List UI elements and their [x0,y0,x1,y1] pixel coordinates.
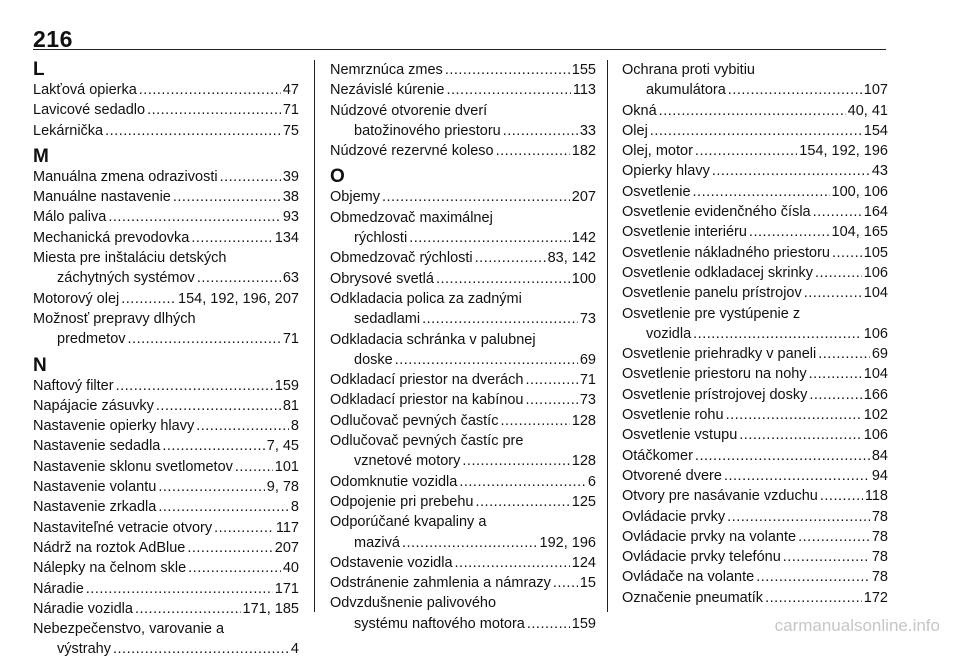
entry-term: Osvetlenie odkladacej skrinky [622,264,814,281]
dot-leader [220,167,281,187]
entry-term: Odkladací priestor na dverách [330,372,524,389]
index-entry [622,385,888,405]
dot-leader [727,507,870,527]
index-entry [330,60,596,80]
entry-term: Naftový filter [33,377,114,394]
entry-page-ref: 7, 45 [266,438,299,455]
entry-page-ref: 155 [571,62,596,78]
dot-leader [712,161,870,181]
entry-term: Otáčkomer [622,447,693,464]
dot-leader [436,269,570,289]
entry-page-ref: 102 [863,407,888,424]
entry-term: Napájacie zásuvky [33,397,154,414]
index-column-3 [622,60,888,608]
index-entry [622,507,888,527]
dot-leader [503,121,578,141]
entry-page-ref: 69 [579,351,596,368]
entry-term: Osvetlenie [622,183,691,200]
watermark: carmanualsonline.info [774,616,940,635]
dot-leader [728,80,862,100]
dot-leader [128,329,281,349]
index-entry [622,446,888,466]
entry-page-ref: 134 [274,229,299,246]
entry-term: Odporúčané kvapaliny a [330,514,487,531]
entry-term-continued: batožinového priestoru [354,122,501,139]
entry-term: Nemrznúca zmes [330,62,443,78]
dot-leader [445,60,570,80]
entry-page-ref: 83, 142 [547,250,596,267]
entry-term-continued: predmetov [57,331,126,348]
entry-term: Osvetlenie panelu prístrojov [622,285,802,302]
entry-term: Nastavenie zrkadla [33,499,157,516]
entry-term: Osvetlenie rohu [622,407,724,424]
entry-page-ref: 106 [863,325,888,342]
index-entry [33,457,299,477]
entry-term: Osvetlenie priestoru na nohy [622,366,807,383]
entry-term: Ovládacie prvky na volante [622,528,797,545]
entry-term-continued: systému naftového motora [354,615,525,632]
entry-term: Náradie [33,580,84,597]
dot-leader [422,309,578,329]
dot-leader [804,283,862,303]
entry-page-ref: 81 [282,397,299,414]
index-entry [33,376,299,396]
index-entry [622,263,888,283]
index-entry [622,466,888,486]
entry-page-ref: 106 [863,264,888,281]
entry-page-ref: 154 [863,122,888,139]
entry-term: Označenie pneumatík [622,589,764,606]
entry-term: Nastavenie sedadla [33,438,161,455]
entry-term: Osvetlenie nákladného priestoru [622,244,830,261]
entry-page-ref: 125 [571,493,596,510]
dot-leader [475,248,546,268]
index-entry [33,396,299,416]
dot-leader [809,385,861,405]
entry-page-ref: 8 [290,418,299,435]
entry-term: Obrysové svetlá [330,270,434,287]
entry-term: Nastavenie sklonu svetlometov [33,458,233,475]
entry-term: Málo paliva [33,209,107,226]
index-entry [33,436,299,456]
dot-leader [116,376,273,396]
entry-term-continued: akumulátora [646,82,726,99]
entry-term: Odomknutie vozidla [330,473,458,490]
entry-page-ref: 63 [282,270,299,287]
entry-page-ref: 47 [282,82,299,98]
entry-page-ref: 78 [871,508,888,525]
entry-page-ref: 118 [864,488,888,505]
entry-page-ref: 39 [282,168,299,185]
index-entry [330,269,596,289]
index-entry [622,283,888,303]
index-entry [330,208,596,249]
index-entry [330,330,596,371]
entry-page-ref: 171 [274,580,299,597]
entry-term-continued: vozidla [646,325,692,342]
dot-leader [756,567,870,587]
entry-page-ref: 171, 185 [242,600,299,617]
index-entry [33,599,299,619]
entry-term: Odkladacia schránka v palubnej [330,331,536,348]
dot-leader [525,390,577,410]
index-entry [33,518,299,538]
entry-page-ref: 159 [274,377,299,394]
index-entry [622,527,888,547]
index-entry [622,182,888,202]
entry-term: Otvory pre nasávanie vzduchu [622,488,818,505]
dot-leader [809,364,862,384]
index-entry [622,547,888,567]
dot-leader [121,289,176,309]
dot-leader [783,547,870,567]
dot-leader [695,141,797,161]
entry-page-ref: 71 [579,372,596,389]
entry-page-ref: 192, 196 [539,534,596,551]
dot-leader [158,477,264,497]
index-entry [33,538,299,558]
section-letter: O [330,166,345,188]
dot-leader [191,228,272,248]
entry-term: Nastavenie volantu [33,479,157,496]
entry-page-ref: 73 [579,392,596,409]
index-entry [622,222,888,242]
index-entry [33,309,299,350]
index-entry [33,579,299,599]
entry-page-ref: 9, 78 [266,479,299,496]
index-entry [330,553,596,573]
entry-term: Odkladacia polica za zadnými [330,290,522,307]
entry-page-ref: 159 [571,615,596,632]
entry-page-ref: 84 [871,447,888,464]
entry-page-ref: 104 [863,285,888,302]
index-entry [330,431,596,472]
entry-term: Okná [622,102,657,119]
entry-page-ref: 94 [871,467,888,484]
dot-leader [695,446,870,466]
entry-term: Odpojenie pri prebehu [330,493,474,510]
entry-term: Nádrž na roztok AdBlue [33,539,186,556]
dot-leader [726,405,862,425]
entry-page-ref: 73 [579,311,596,328]
entry-term-continued: výstrahy [57,641,111,658]
index-entry [330,370,596,390]
entry-page-ref: 107 [863,82,888,99]
entry-term: Objemy [330,189,380,206]
index-entry [33,121,299,141]
dot-leader [156,396,281,416]
entry-page-ref: 104, 165 [831,224,888,241]
entry-term: Lakťová opierka [33,82,137,98]
entry-page-ref: 117 [275,519,299,536]
index-entry [622,364,888,384]
entry-term: Odlučovač pevných častíc pre [330,433,524,450]
dot-leader [105,121,281,141]
entry-term: Osvetlenie evidenčného čísla [622,204,811,221]
dot-leader [527,614,570,634]
index-entry [33,187,299,207]
dot-leader [818,344,870,364]
entry-page-ref: 142 [571,230,596,247]
entry-page-ref: 113 [572,82,596,99]
dot-leader [659,101,846,121]
entry-term: Manuálna zmena odrazivosti [33,168,218,185]
entry-term: Nastavenie opierky hlavy [33,418,195,435]
entry-term-continued: rýchlosti [354,230,408,247]
entry-term: Núdzové otvorenie dverí [330,102,488,119]
index-entry [622,405,888,425]
entry-term: Nebezpečenstvo, varovanie a [33,621,225,638]
index-entry [330,80,596,100]
index-entry [330,141,596,161]
dot-leader [187,538,272,558]
dot-leader [500,411,569,431]
entry-page-ref: 75 [282,122,299,139]
index-entry [330,248,596,268]
entry-term-continued: vznetové motory [354,453,461,470]
index-entry [33,248,299,289]
entry-term-continued: mazivá [354,534,400,551]
entry-term: Ovládače na volante [622,569,755,586]
entry-page-ref: 100 [571,270,596,287]
entry-term: Odvzdušnenie palivového [330,595,497,612]
dot-leader [162,436,264,456]
dot-leader [798,527,870,547]
entry-page-ref: 43 [871,163,888,180]
index-entry [622,243,888,263]
dot-leader [395,350,578,370]
dot-leader [525,370,577,390]
entry-term: Odlučovač pevných častíc [330,412,499,429]
index-entry [33,100,299,120]
entry-page-ref: 104 [863,366,888,383]
index-entry [330,472,596,492]
entry-page-ref: 172 [863,589,888,606]
index-entry [622,121,888,141]
entry-term: Možnosť prepravy dlhých [33,310,196,327]
entry-term: Motorový olej [33,290,120,307]
entry-page-ref: 207 [571,189,596,206]
entry-term: Odkladací priestor na kabínou [330,392,524,409]
dot-leader [693,324,862,344]
section-letter: M [33,145,49,167]
dot-leader [553,573,578,593]
entry-page-ref: 100, 106 [831,183,888,200]
index-entry [33,207,299,227]
entry-page-ref: 166 [863,386,888,403]
dot-leader [496,141,570,161]
dot-leader [820,486,863,506]
dot-leader [459,472,586,492]
entry-page-ref: 71 [282,102,299,119]
index-entry [622,588,888,608]
dot-leader [197,268,281,288]
index-entry [330,492,596,512]
entry-page-ref: 40 [282,560,299,577]
entry-page-ref: 154, 192, 196, 207 [178,290,299,307]
index-entry [622,202,888,222]
dot-leader [455,553,570,573]
entry-page-ref: 124 [571,554,596,571]
index-entry [622,101,888,121]
entry-term: Odstavenie vozidla [330,554,453,571]
entry-page-ref: 182 [571,143,596,160]
entry-term: Osvetlenie vstupu [622,427,738,444]
entry-term: Obmedzovač maximálnej [330,209,493,226]
dot-leader [235,457,273,477]
entry-page-ref: 78 [871,569,888,586]
entry-term: Lekárnička [33,122,104,139]
index-entry [33,477,299,497]
entry-page-ref: 207 [274,539,299,556]
index-entry [330,289,596,330]
entry-page-ref: 69 [871,346,888,363]
index-entry [33,289,299,309]
entry-page-ref: 6 [587,473,596,490]
index-column-2 [330,60,596,634]
entry-term: Manuálne nastavenie [33,189,171,206]
dot-leader [135,599,241,619]
dot-leader [462,451,569,471]
index-entry [622,567,888,587]
entry-page-ref: 15 [579,575,596,592]
entry-term: Mechanická prevodovka [33,229,190,246]
dot-leader [139,80,281,100]
entry-term: Olej, motor [622,143,693,160]
entry-page-ref: 164 [863,204,888,221]
dot-leader [832,243,862,263]
entry-page-ref: 154, 192, 196 [799,143,888,160]
index-entry [330,101,596,142]
dot-leader [188,558,281,578]
entry-page-ref: 78 [871,528,888,545]
section-letter: L [33,59,45,80]
entry-page-ref: 4 [290,641,299,658]
dot-leader [446,80,570,100]
entry-term: Odstránenie zahmlenia a námrazy [330,575,551,592]
entry-term: Lavicové sedadlo [33,102,146,119]
entry-page-ref: 128 [571,453,596,470]
entry-term-continued: záchytných systémov [57,270,195,287]
entry-term: Nálepky na čelnom skle [33,560,187,577]
entry-page-ref: 38 [282,189,299,206]
index-entry [330,512,596,553]
entry-page-ref: 40, 41 [847,102,888,119]
index-entry [330,411,596,431]
index-entry [622,344,888,364]
dot-leader [650,121,862,141]
index-entry [33,228,299,248]
index-entry [622,161,888,181]
entry-page-ref: 71 [282,331,299,348]
entry-page-ref: 128 [571,412,596,429]
dot-leader [765,588,862,608]
column-divider [607,60,608,612]
dot-leader [214,518,274,538]
entry-term: Otvorené dvere [622,467,722,484]
entry-term-continued: doske [354,351,393,368]
dot-leader [476,492,570,512]
index-column-1 [33,60,299,660]
dot-leader [113,639,289,659]
entry-term: Nastaviteľné vetracie otvory [33,519,213,536]
dot-leader [749,222,830,242]
index-entry [330,390,596,410]
page-number: 216 [33,26,73,52]
dot-leader [86,579,273,599]
entry-term: Osvetlenie priehradky v paneli [622,346,817,363]
index-entry [33,80,299,100]
dot-leader [382,187,570,207]
entry-term: Náradie vozidla [33,600,133,617]
index-entry [33,497,299,517]
entry-page-ref: 8 [290,499,299,516]
index-entry [33,558,299,578]
index-entry [33,167,299,187]
entry-term: Nezávislé kúrenie [330,82,445,99]
dot-leader [402,533,538,553]
entry-page-ref: 33 [579,122,596,139]
dot-leader [409,228,570,248]
index-entry [622,425,888,445]
dot-leader [196,416,289,436]
dot-leader [693,182,830,202]
index-entry [622,141,888,161]
entry-term: Ochrana proti vybitiu [622,62,755,78]
entry-term: Ovládacie prvky [622,508,726,525]
dot-leader [108,207,281,227]
entry-page-ref: 93 [282,209,299,226]
entry-page-ref: 105 [863,244,888,261]
index-entry [622,486,888,506]
entry-term: Osvetlenie pre vystúpenie z [622,305,801,322]
entry-page-ref: 78 [871,549,888,566]
section-letter: N [33,354,47,376]
entry-term: Osvetlenie interiéru [622,224,747,241]
entry-term-continued: sedadlami [354,311,421,328]
header-rule [33,49,886,50]
index-entry [330,187,596,207]
dot-leader [147,100,281,120]
dot-leader [813,202,862,222]
dot-leader [739,425,862,445]
index-entry [622,304,888,345]
column-divider [314,60,315,612]
entry-term: Miesta pre inštaláciu detských [33,250,227,267]
index-entry [622,60,888,101]
dot-leader [158,497,289,517]
dot-leader [724,466,870,486]
entry-term: Núdzové rezervné koleso [330,143,494,160]
dot-leader [173,187,281,207]
index-entry [330,593,596,634]
entry-term: Obmedzovač rýchlosti [330,250,473,267]
entry-term: Opierky hlavy [622,163,710,180]
entry-page-ref: 106 [863,427,888,444]
dot-leader [815,263,862,283]
entry-term: Osvetlenie prístrojovej dosky [622,386,808,403]
index-entry [330,573,596,593]
entry-page-ref: 101 [274,458,299,475]
index-entry [33,619,299,660]
index-entry [33,416,299,436]
entry-term: Olej [622,122,648,139]
entry-term: Ovládacie prvky telefónu [622,549,781,566]
